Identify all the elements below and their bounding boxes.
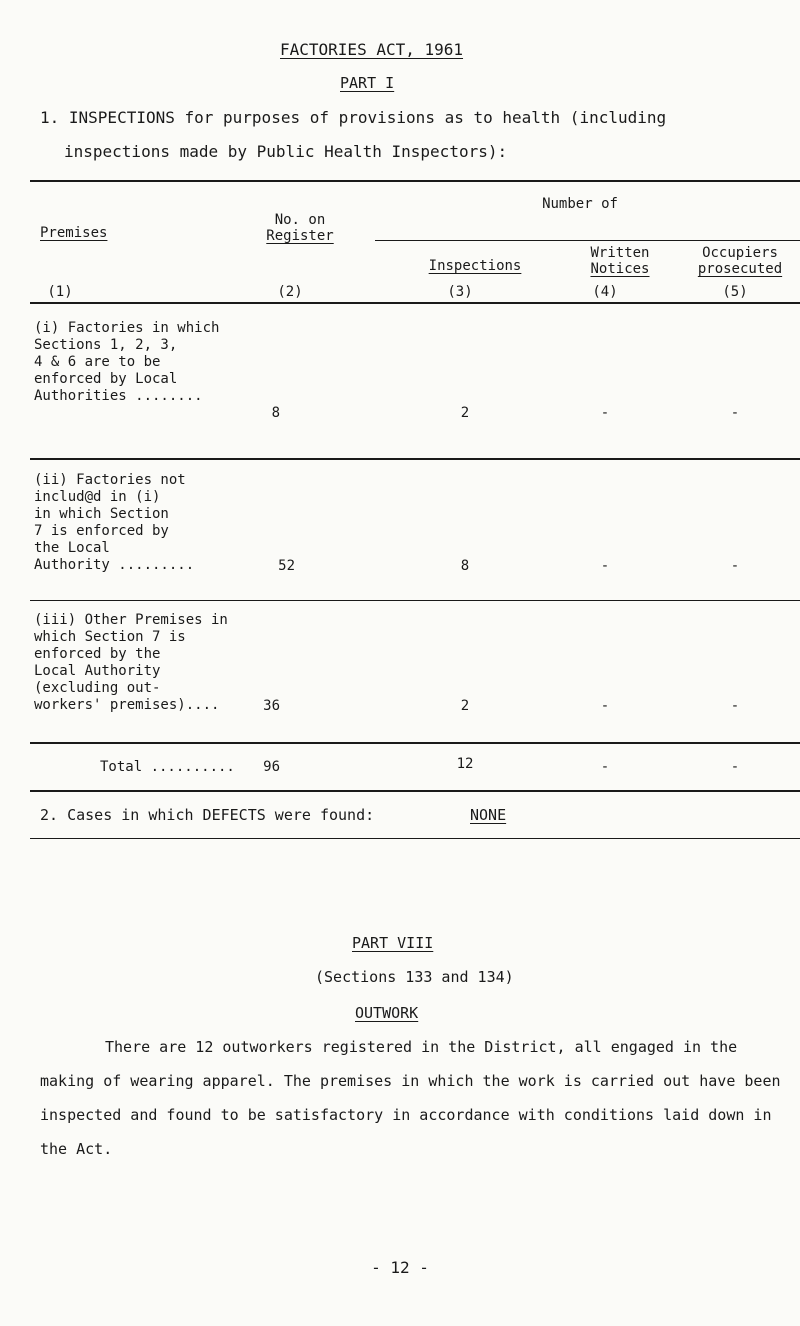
total-prosecuted: -: [730, 759, 740, 775]
section1-line2: inspections made by Public Health Inspectors):: [64, 142, 508, 161]
table-cell-register: 52: [278, 558, 295, 574]
table-cell-prosecuted: -: [730, 698, 740, 714]
header-premises: Premises: [40, 225, 108, 241]
table-row-label: (ii) Factories not includ@d in (i) in which Section 7 is enforced by the Local Authority .........: [34, 472, 195, 573]
part8-subtitle: (Sections 133 and 134): [315, 968, 514, 986]
total-label: Total ..........: [100, 759, 235, 775]
table-cell-inspections: 8: [460, 558, 470, 574]
column-number-1: (1): [47, 284, 73, 300]
table-cell-notices: -: [600, 698, 610, 714]
column-number-2: (2): [277, 284, 303, 300]
table-row-label: (iii) Other Premises in which Section 7 is enforced by the Local Authority (excluding out- workers' premises)....: [34, 612, 228, 713]
table-cell-inspections: 2: [460, 698, 470, 714]
table-cell-notices: -: [600, 558, 610, 574]
column-number-4: (4): [592, 284, 618, 300]
header-number-of: Number of: [542, 196, 618, 212]
row2-bottom-rule: [30, 600, 800, 601]
part8-title: PART VIII: [352, 934, 434, 952]
table-cell-register: 36: [263, 698, 280, 714]
section2-bottom-rule: [30, 838, 800, 839]
table-cell-inspections: 2: [460, 405, 470, 421]
section2-value: NONE: [470, 806, 507, 824]
row1-bottom-rule: [30, 458, 800, 460]
number-of-rule: [375, 240, 800, 241]
total-bottom-rule: [30, 790, 800, 792]
table-cell-prosecuted: -: [730, 558, 740, 574]
part8-heading: OUTWORK: [355, 1004, 419, 1022]
header-bottom-rule: [30, 302, 800, 304]
header-inspections: Inspections: [428, 258, 522, 274]
header-register: No. on Register: [266, 212, 334, 244]
section1-line1: 1. INSPECTIONS for purposes of provisions as to health (including: [40, 108, 667, 127]
header-occupiers-prosecuted: Occupiers prosecuted: [697, 245, 783, 277]
table-top-rule: [30, 180, 800, 182]
total-register: 96: [263, 759, 280, 775]
table-cell-register: 8: [271, 405, 280, 421]
page-number: - 12 -: [371, 1258, 429, 1277]
table-row-label: (i) Factories in which Sections 1, 2, 3, 4 & 6 are to be enforced by Local Authorities ........: [34, 320, 220, 404]
total-notices: -: [600, 759, 610, 775]
section2-text: 2. Cases in which DEFECTS were found:: [40, 806, 375, 824]
row3-bottom-rule: [30, 742, 800, 744]
header-written-notices: Written Notices: [590, 245, 650, 277]
part-title: PART I: [340, 74, 395, 92]
total-inspections: 12: [456, 756, 474, 772]
part8-paragraph: There are 12 outworkers registered in the District, all engaged in the making of wearing apparel. The premises in which the work is carried out have been inspected and found to be satisfactory in accordance with conditions laid down in the Act.: [40, 1038, 781, 1158]
column-number-3: (3): [447, 284, 473, 300]
table-cell-prosecuted: -: [730, 405, 740, 421]
table-cell-notices: -: [600, 405, 610, 421]
column-number-5: (5): [722, 284, 748, 300]
act-title: FACTORIES ACT, 1961: [280, 40, 464, 59]
